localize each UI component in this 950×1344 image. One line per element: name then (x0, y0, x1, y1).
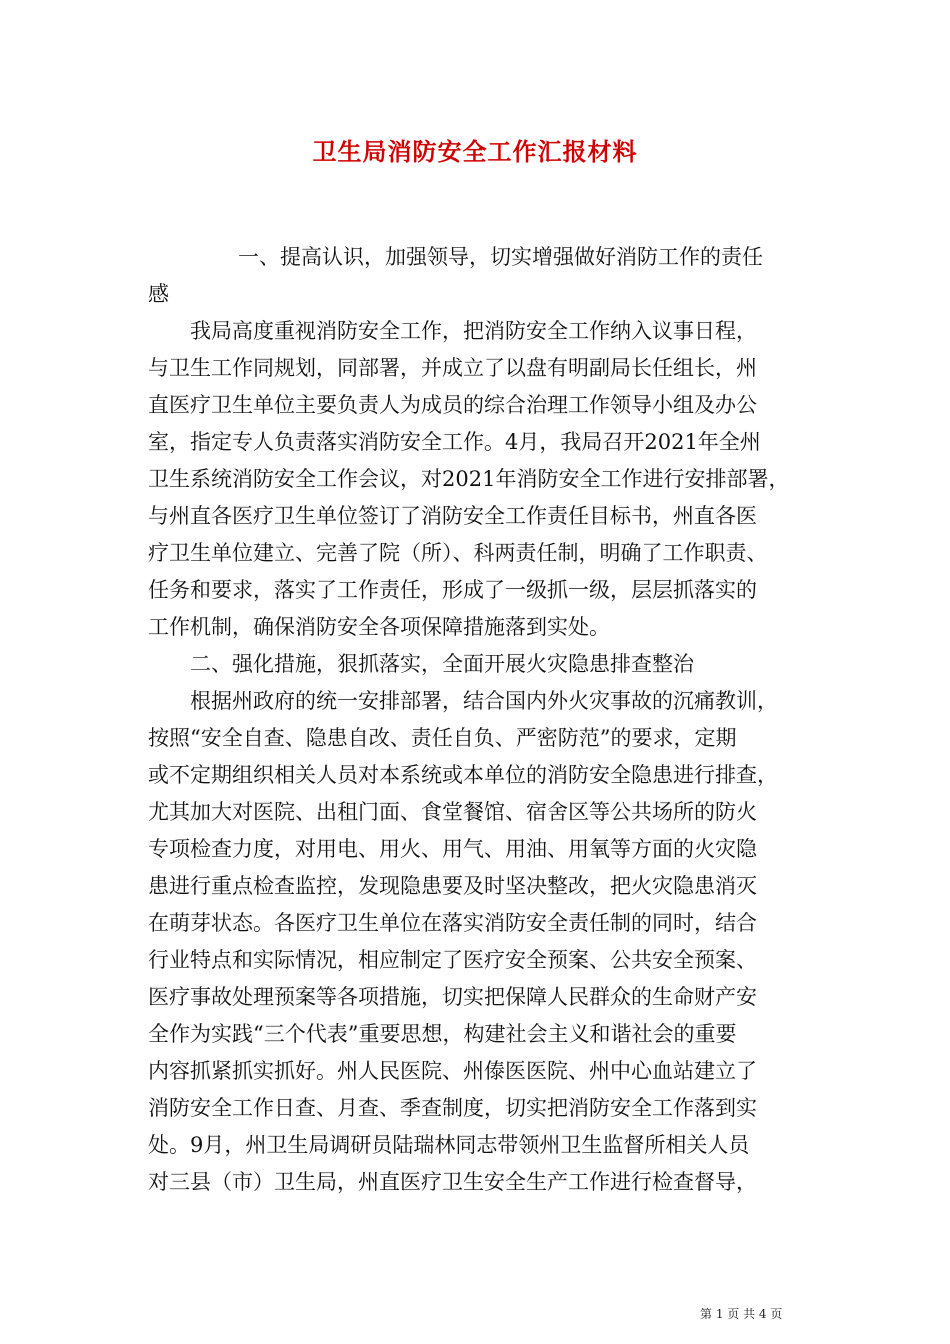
paragraph-1-line: 工作机制，确保消防安全各项保障措施落到实处。 (148, 615, 610, 639)
paragraph-2-line: 对三县（市）卫生局，州直医疗卫生安全生产工作进行检查督导， (148, 1170, 757, 1194)
paragraph-1-line: 任务和要求，落实了工作责任，形成了一级抓一级，层层抓落实的 (148, 578, 757, 602)
page-number: 第 1 页 共 4 页 (700, 1307, 783, 1321)
paragraph-2-line: 医疗事故处理预案等各项措施，切实把保障人民群众的生命财产安 (148, 985, 757, 1009)
heading-2-line: 二、强化措施，狠抓落实，全面开展火灾隐患排查整治 (190, 652, 694, 676)
paragraph-1-line: 与卫生工作同规划，同部署，并成立了以盘有明副局长任组长，州 (148, 356, 757, 380)
paragraph-2-line: 按照“安全自查、隐患自改、责任自负、严密防范”的要求，定期 (148, 726, 737, 750)
paragraph-2-line: 或不定期组织相关人员对本系统或本单位的消防安全隐患进行排查， (148, 763, 778, 787)
paragraph-2-line: 专项检查力度，对用电、用火、用气、用油、用氧等方面的火灾隐 (148, 837, 757, 861)
paragraph-1-line: 与州直各医疗卫生单位签订了消防安全工作责任目标书，州直各医 (148, 504, 757, 528)
heading-1-line-1: 一、提高认识，加强领导，切实增强做好消防工作的责任 (238, 245, 763, 269)
heading-1-line-2: 感 (148, 282, 169, 306)
paragraph-2-line: 尤其加大对医院、出租门面、食堂餐馆、宿舍区等公共场所的防火 (148, 800, 757, 824)
paragraph-2-line: 消防安全工作日查、月查、季查制度，切实把消防安全工作落到实 (148, 1096, 757, 1120)
paragraph-1-line: 疗卫生单位建立、完善了院（所）、科两责任制，明确了工作职责、 (148, 541, 768, 565)
paragraph-2-line: 内容抓紧抓实抓好。州人民医院、州傣医医院、州中心血站建立了 (148, 1059, 757, 1083)
paragraph-1-line: 直医疗卫生单位主要负责人为成员的综合治理工作领导小组及办公 (148, 393, 757, 417)
paragraph-1-line: 卫生系统消防安全工作会议，对2021年消防安全工作进行安排部署， (148, 467, 790, 491)
paragraph-2-line: 行业特点和实际情况，相应制定了医疗安全预案、公共安全预案、 (148, 948, 757, 972)
paragraph-1-line: 室，指定专人负责落实消防安全工作。4月，我局召开2021年全州 (148, 430, 761, 454)
paragraph-2-line: 处。9月，州卫生局调研员陆瑞林同志带领州卫生监督所相关人员 (148, 1133, 750, 1157)
paragraph-2-line: 患进行重点检查监控，发现隐患要及时坚决整改，把火灾隐患消灭 (148, 874, 757, 898)
paragraph-2-line: 全作为实践“三个代表”重要思想，构建社会主义和谐社会的重要 (148, 1022, 737, 1046)
paragraph-1-line: 我局高度重视消防安全工作，把消防安全工作纳入议事日程， (190, 319, 757, 343)
document-title: 卫生局消防安全工作汇报材料 (312, 137, 638, 166)
paragraph-2-line: 根据州政府的统一安排部署，结合国内外火灾事故的沉痛教训， (190, 689, 778, 713)
paragraph-2-line: 在萌芽状态。各医疗卫生单位在落实消防安全责任制的同时，结合 (148, 911, 757, 935)
